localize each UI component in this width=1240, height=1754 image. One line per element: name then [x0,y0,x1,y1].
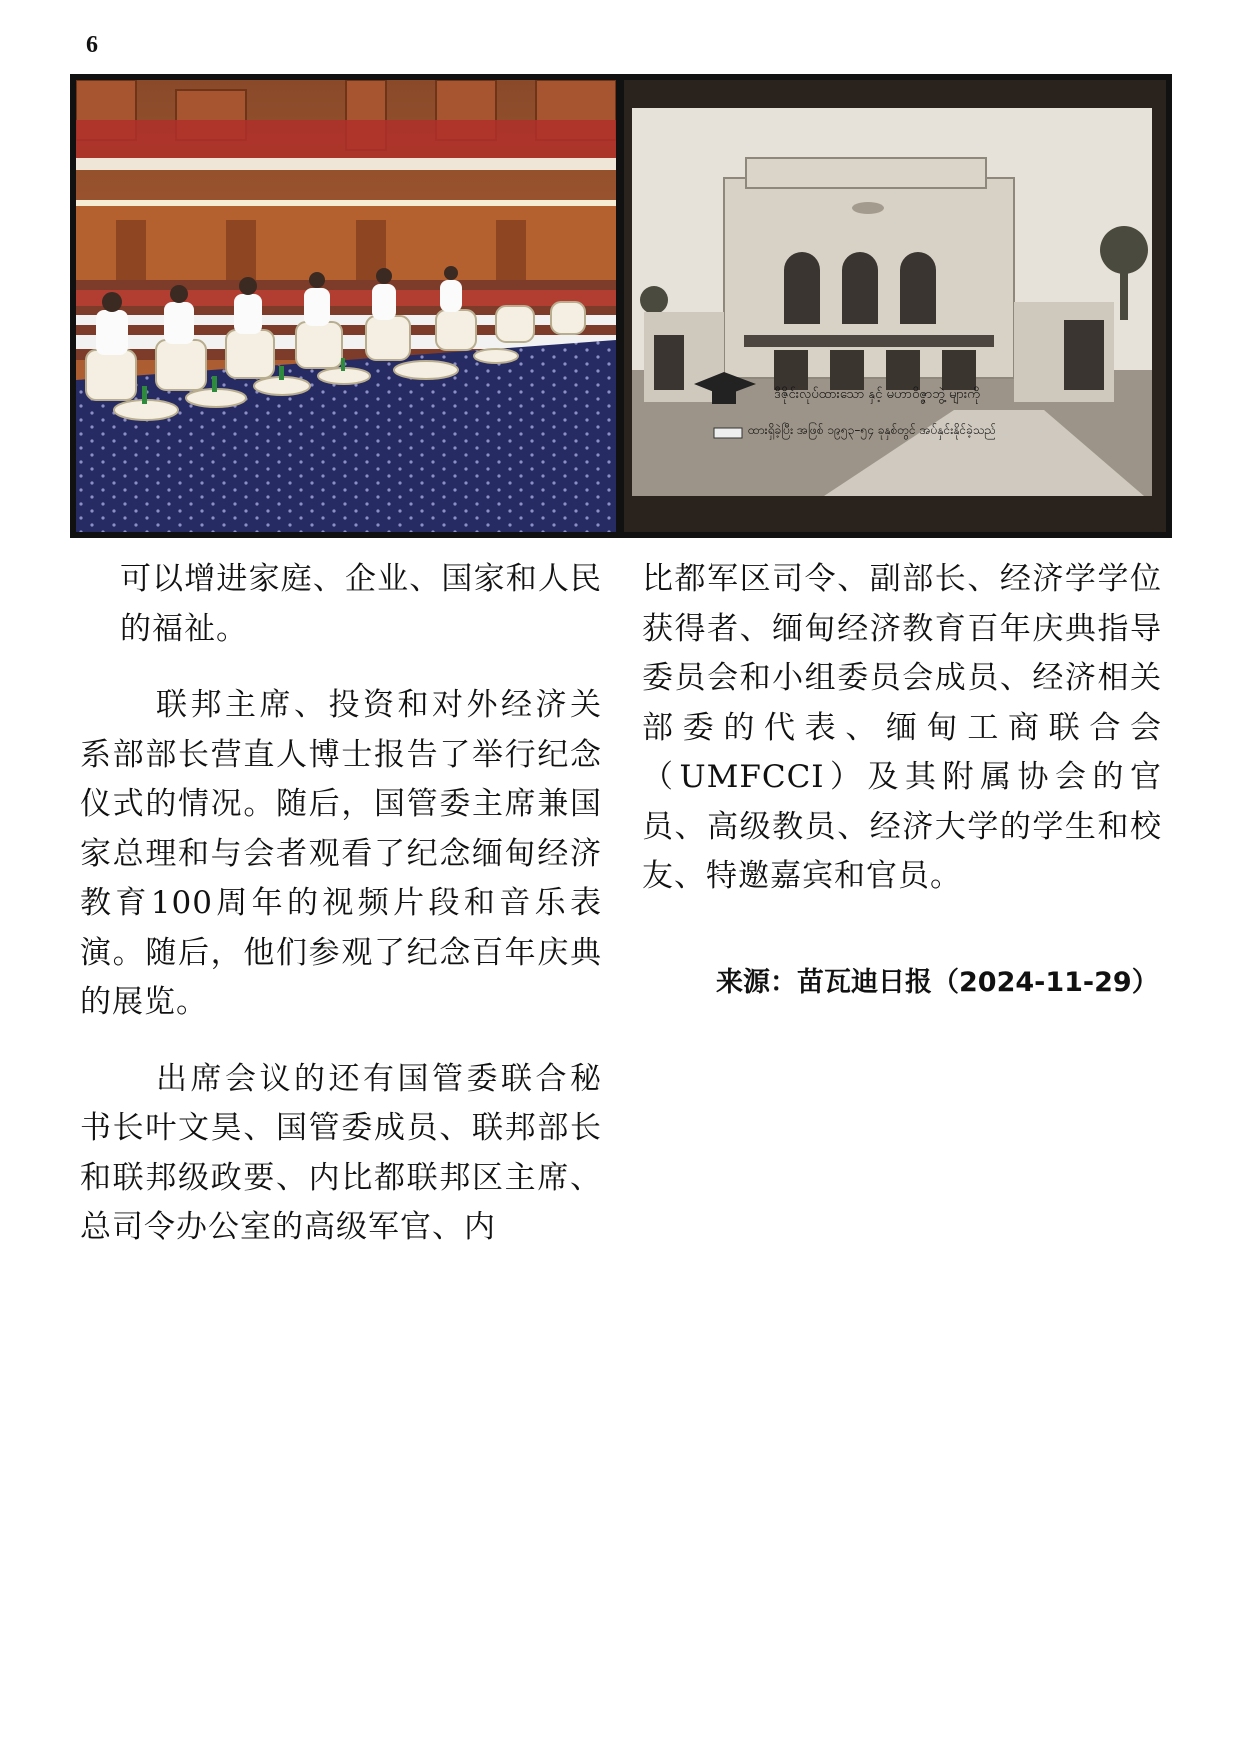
article-paragraph-2: 联邦主席、投资和对外经济关系部部长营直人博士报告了举行纪念仪式的情况。随后，国管委主席兼国家总理和与会者观看了纪念缅甸经济教育100周年的视频片段和音乐表演。随后，他们参观了纪念百年庆典的展览。 [80,687,602,1020]
photo-caption-line-2: ထားရှိခဲ့ပြီး အဖြစ် ၁၉၅၃–၅၄ ခုနှစ်တွင် အပ်နှင်းနိုင်ခဲ့သည် [748,423,997,437]
article-paragraph-4: 比都军区司令、副部长、经济学学位获得者、缅甸经济教育百年庆典指导委员会和小组委员会成员、经济相关部委的代表、缅甸工商联合会（UMFCCI）及其附属协会的官员、高级教员、经济大学的学生和校友、特邀嘉宾和官员。 [642,561,1162,894]
article-paragraph-3: 出席会议的还有国管委联合秘书长叶文昊、国管委成员、联邦部长和联邦级政要、内比都联邦区主席、总司令办公室的高级军官、内 [80,1060,602,1245]
historic-building-photo [624,80,1166,532]
article-column-left [80,555,602,1253]
page-number: 6 [86,32,98,58]
article-paragraph-1: 可以增进家庭、企业、国家和人民的福祉。 [120,561,602,647]
photo-strip [70,74,1172,538]
auditorium-audience-photo [76,80,616,532]
article-column-right [642,555,1162,902]
source-credit: 来源：苗瓦迪日报（2024-11-29） [716,967,1159,998]
photo-caption-line-1: ဒီဇိုင်းလုပ်ထားသော နှင့် မဟာဝိဇ္ဇာဘွဲ့ များကို [774,387,980,402]
